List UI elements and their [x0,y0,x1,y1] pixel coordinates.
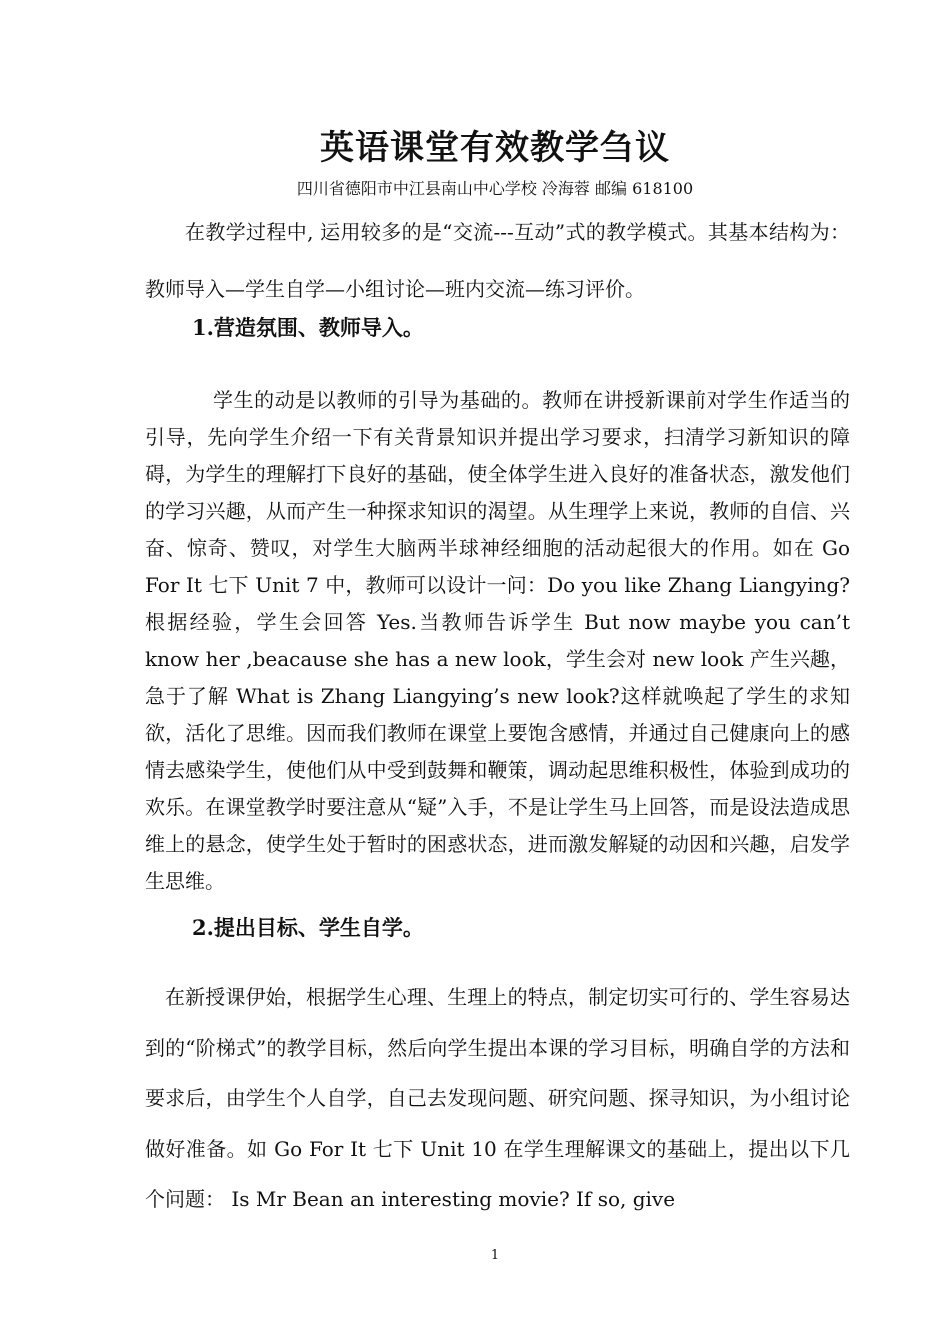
section-1-heading: 1.营造氛围、教师导入。 [192,315,424,340]
section-2-body: 在新授课伊始，根据学生心理、生理上的特点，制定切实可行的、学生容易达到的“阶梯式”的教学目标，然后向学生提出本课的学习目标，明确自学的方法和要求后，由学生个人自学，自己去发现问题、研究问题、探寻知识，为小组讨论做好准备。如 Go For It 七下 Unit 10 在学生理解课文的基础上，提出以下几个问题： Is Mr Bean an interesting movie? If so, give [145,985,850,1211]
author-line: 四川省德阳市中江县南山中心学校 冷海蓉 邮编 618100 [296,179,694,198]
section-2-heading: 2.提出目标、学生自学。 [192,915,424,940]
page-number: 1 [490,1248,500,1263]
section-1-body: 学生的动是以教师的引导为基础的。教师在讲授新课前对学生作适当的引导，先向学生介绍一下有关背景知识并提出学习要求，扫清学习新知识的障碍，为学生的理解打下良好的基础，使全体学生进入良好的准备状态，激发他们的学习兴趣，从而产生一种探求知识的渴望。从生理学上来说，教师的自信、兴奋、惊奇、赞叹，对学生大脑两半球神经细胞的活动起很大的作用。如在 Go For It 七下 Unit 7 中，教师可以设计一问：Do you like Zhang Liangying? 根据经验，学生会回答 Yes.当教师告诉学生 But now maybe you can’t know her ,beacause she has a new look，学生会对 new look 产生兴趣，急于了解 What is Zhang Liangying’s new look?这样就唤起了学生的求知欲，活化了思维。因而我们教师在课堂上要饱含感情，并通过自己健康向上的感情去感染学生，使他们从中受到鼓舞和鞭策，调动起思维积极性，体验到成功的欢乐。在课堂教学时要注意从“疑”入手，不是让学生马上回答，而是设法造成思维上的悬念，使学生处于暂时的困惑状态，进而激发解疑的动因和兴趣，启发学生思维。 [145,388,850,893]
document-title: 英语课堂有效教学刍议 [320,128,670,168]
intro-paragraph: 在教学过程中, 运用较多的是“交流---互动”式的教学模式。其基本结构为：教师导入—学生自学—小组讨论—班内交流—练习评价。 [145,220,850,301]
